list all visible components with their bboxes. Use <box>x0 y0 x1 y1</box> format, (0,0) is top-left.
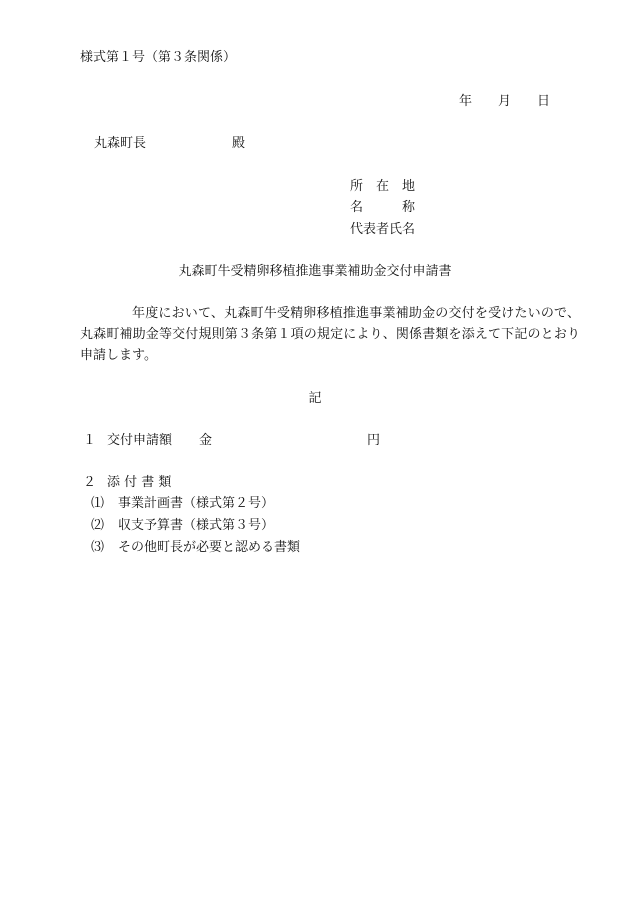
date-day-label: 日 <box>537 94 551 109</box>
attachment-text: その他町長が必要と認める書類 <box>118 540 301 555</box>
document-title: 丸森町牛受精卵移植推進事業補助金交付申請書 <box>178 264 452 279</box>
attachment-number: ⑴ <box>91 496 105 511</box>
form-number: 様式第１号（第３条関係） <box>80 50 237 65</box>
attachment-item <box>91 519 274 532</box>
body-paragraph: 年度において、丸森町牛受精卵移植推進事業補助金の交付を受けたいので、丸森町補助金等交付規則第３条第１項の規定により、関係書類を添えて下記のとおり申請します。 <box>80 306 580 363</box>
date-line <box>459 95 550 108</box>
attachment-number: ⑶ <box>91 540 105 555</box>
item2-label: 添 付 書 類 <box>107 475 172 490</box>
item-grant-amount <box>83 434 380 447</box>
item1-prefix: 金 <box>199 433 213 448</box>
date-month-label: 月 <box>498 94 512 109</box>
addressee-name: 丸森町長 <box>94 136 147 151</box>
item1-unit: 円 <box>367 433 381 448</box>
attachment-item <box>91 541 300 554</box>
item1-number: １ <box>83 433 97 448</box>
addressee-line <box>94 137 245 150</box>
addressee-honorific: 殿 <box>232 136 246 151</box>
applicant-name-label: 名 称 <box>350 200 416 215</box>
ki-heading: 記 <box>308 391 322 406</box>
applicant-address-label: 所 在 地 <box>350 179 416 194</box>
attachment-number: ⑵ <box>91 518 105 533</box>
attachment-item <box>91 497 274 510</box>
item-attachments <box>83 476 171 489</box>
item1-label: 交付申請額 <box>107 433 173 448</box>
attachment-text: 事業計画書（様式第２号） <box>118 496 275 511</box>
attachment-text: 収支予算書（様式第３号） <box>118 518 275 533</box>
item2-number: ２ <box>83 475 97 490</box>
date-year-label: 年 <box>459 94 473 109</box>
applicant-representative-label: 代表者氏名 <box>350 222 416 237</box>
